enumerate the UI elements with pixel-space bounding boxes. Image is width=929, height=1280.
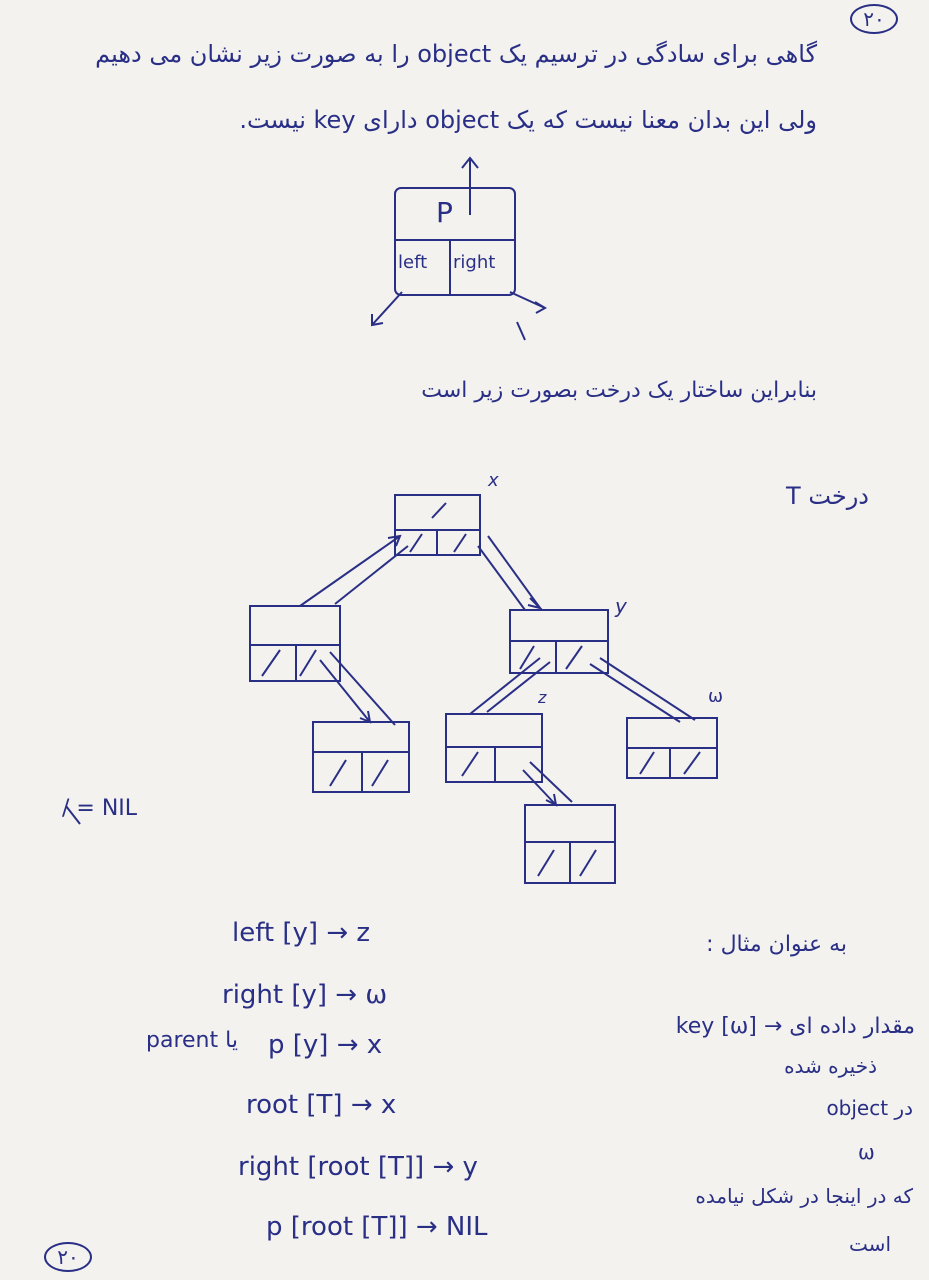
node-label-x: x xyxy=(488,470,499,491)
key-note-4: که در اینجا در شکل نیامده xyxy=(695,1184,913,1208)
key-note-3: ω xyxy=(858,1140,875,1164)
key-note-5: است xyxy=(849,1232,891,1256)
object-node-box xyxy=(395,188,515,295)
nil-legend: / = NIL xyxy=(62,796,138,821)
tree-title: درخت T xyxy=(786,482,869,510)
page-number-bottom: ۲۰ xyxy=(44,1242,92,1272)
node-label-z: z xyxy=(538,688,547,707)
relation-p-y: p [y] → x xyxy=(268,1030,383,1060)
object-p-label: P xyxy=(436,196,453,229)
node-label-w: ω xyxy=(708,686,724,707)
page-number-top: ۲۰ xyxy=(850,4,898,34)
object-right-label: right xyxy=(453,252,496,273)
object-left-label: left xyxy=(398,252,428,273)
parent-label: parent یا xyxy=(146,1028,238,1053)
relation-p-root: p [root [T]] → NIL xyxy=(266,1212,488,1242)
intro-line-2: ولی این بدان معنا نیست که یک object دارای key نیست. xyxy=(239,106,817,134)
relation-right-root: right [root [T]] → y xyxy=(238,1152,478,1182)
example-label: به عنوان مثال : xyxy=(706,932,847,957)
tree-edges xyxy=(300,536,695,805)
intro-line-1: گاهی برای سادگی در ترسیم یک object را به صورت زیر نشان می دهیم xyxy=(95,40,817,68)
tree-node-left-of-x xyxy=(250,606,340,681)
tree-caption: بنابراین ساختار یک درخت بصورت زیر است xyxy=(421,378,817,403)
object-node-figure xyxy=(372,158,545,340)
tree-node-z xyxy=(446,714,542,782)
relation-right-y: right [y] → ω xyxy=(222,980,388,1010)
key-note-1: ذخیره شده xyxy=(784,1054,877,1078)
tree-node-y xyxy=(510,610,608,673)
left-pointer-arrow xyxy=(372,292,402,325)
tree-node-z-child xyxy=(525,805,615,883)
key-line: key [ω] → مقدار داده ای xyxy=(675,1014,915,1039)
relation-root-t: root [T] → x xyxy=(246,1090,397,1120)
key-note-2: در object xyxy=(826,1096,913,1120)
tree-node-w xyxy=(627,718,717,778)
node-label-y: y xyxy=(615,594,627,618)
relation-left-y: left [y] → z xyxy=(232,918,371,948)
tree-node-xl-child xyxy=(313,722,409,792)
